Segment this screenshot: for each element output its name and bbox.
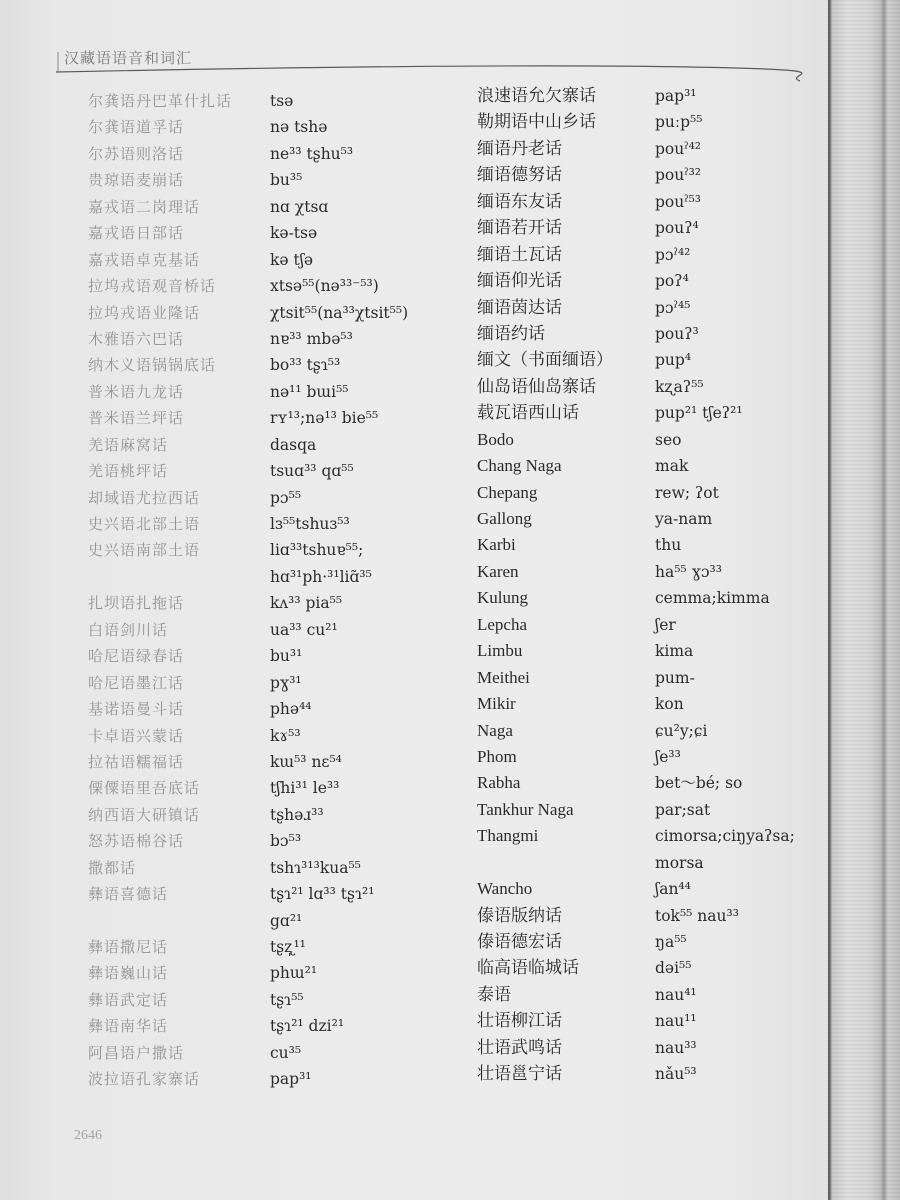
word-form: ua³³ cu²¹ [270, 620, 338, 639]
list-item [88, 405, 470, 431]
word-form: tʂɿ⁵⁵ [270, 990, 304, 1009]
list-item [88, 326, 470, 352]
word-form: ʃer [655, 615, 676, 634]
language-name: 哈尼语绿春话 [88, 647, 185, 666]
word-form: mak [655, 457, 689, 476]
language-name: 仙岛语仙岛寨话 [477, 376, 596, 396]
language-name: 临高语临城话 [477, 958, 579, 978]
word-form: lɜ⁵⁵tshuɜ⁵³ [270, 515, 350, 533]
list-item [88, 114, 470, 140]
word-form: cimorsa;ciŋyaʔsa; [655, 827, 795, 846]
word-form: thu [655, 536, 682, 555]
language-name: 缅文（书面缅语） [477, 350, 613, 370]
page-number: 2646 [74, 1128, 102, 1143]
word-form: nau⁴¹ [655, 985, 697, 1004]
language-name: Lepcha [477, 614, 528, 634]
language-name: 壮语柳江话 [477, 1011, 562, 1031]
language-name: 羌语桃坪话 [88, 462, 169, 481]
language-name: 嘉戎语二岗理话 [88, 197, 201, 216]
word-form: pouˀ⁵³ [655, 192, 702, 211]
language-name: 贵琼语麦崩话 [88, 171, 185, 190]
word-form: ha⁵⁵ ɣɔ³³ [655, 562, 722, 581]
list-item [88, 828, 470, 854]
list-item [477, 347, 827, 373]
language-name: 泰语 [477, 984, 511, 1004]
list-item [477, 691, 827, 717]
word-form: pɔ⁵⁵ [270, 488, 302, 507]
list-item [88, 220, 470, 246]
word-form: nau¹¹ [655, 1012, 697, 1031]
word-form: χtsit⁵⁵(na³³χtsit⁵⁵) [270, 303, 409, 322]
list-item [88, 670, 470, 696]
language-name: 卡卓语兴蒙话 [88, 726, 185, 745]
list-item [477, 295, 827, 321]
language-name: 彝语南华话 [88, 1017, 169, 1036]
list-item [477, 559, 827, 585]
word-form: nɐ³³ mbə⁵³ [270, 329, 353, 348]
list-item [477, 189, 827, 215]
list-item [88, 855, 470, 881]
list-item [88, 485, 470, 511]
language-name: 史兴语北部土语 [88, 515, 201, 533]
list-item [88, 379, 470, 405]
list-item [477, 903, 827, 929]
language-name: Limbu [477, 641, 523, 661]
language-name: 缅语德努话 [477, 165, 562, 185]
language-name: 缅语土瓦话 [477, 244, 562, 264]
language-name: 傣语版纳话 [477, 905, 562, 925]
language-name: 壮语邕宁话 [477, 1064, 562, 1084]
word-form: bu³¹ [270, 647, 303, 666]
word-form: poʔ⁴ [655, 272, 689, 291]
language-name: 缅语丹老话 [477, 138, 562, 158]
word-form: pap³¹ [270, 1070, 312, 1089]
language-name: Bodo [477, 429, 514, 449]
list-item [88, 643, 470, 669]
list-item [477, 506, 827, 532]
language-name: 撒都话 [88, 858, 137, 877]
language-name: 缅语若开话 [477, 218, 562, 238]
language-name: Mikir [477, 694, 516, 714]
word-form: pouˀ³² [655, 166, 702, 185]
language-name: 缅语东友话 [477, 191, 562, 211]
word-form: kon [655, 695, 684, 714]
language-name: 木雅语六巴话 [88, 329, 185, 348]
list-item [477, 427, 827, 453]
list-item [88, 881, 470, 907]
word-form: kʐaʔ⁵⁵ [655, 377, 704, 396]
list-item [477, 109, 827, 135]
list-item [88, 617, 470, 643]
word-form: puːp⁵⁵ [655, 113, 703, 132]
word-form: tʃhi³¹ le³³ [270, 779, 340, 798]
list-item [477, 532, 827, 558]
list-item [88, 987, 470, 1013]
word-form: ya-nam [655, 510, 713, 528]
list-item [477, 612, 827, 638]
word-form: phə⁴⁴ [270, 700, 312, 719]
word-form: bo³³ tʂɿ⁵³ [270, 356, 341, 375]
list-item [477, 823, 827, 849]
language-name: 普米语兰坪话 [88, 409, 185, 428]
word-form: tsuɑ³³ qɑ⁵⁵ [270, 462, 354, 481]
word-form: ŋa⁵⁵ [655, 933, 687, 951]
language-name: 基诺语曼斗话 [88, 700, 185, 719]
word-form: tsə [270, 92, 294, 110]
language-name: Karbi [477, 535, 516, 555]
word-form: nǎu⁵³ [655, 1065, 697, 1084]
language-name: 纳木义语锅锅底话 [88, 356, 217, 375]
language-name: Chepang [477, 482, 538, 502]
language-name: 拉坞戎语业隆话 [88, 303, 201, 322]
list-item [88, 194, 470, 220]
list-item [88, 1066, 470, 1092]
word-form: nau³³ [655, 1038, 697, 1057]
word-form: kə-tsə [270, 224, 318, 243]
language-name: 尔龚语道孚话 [88, 118, 185, 137]
word-form: kə tʃə [270, 250, 314, 269]
list-item [477, 480, 827, 506]
word-form: rʏ¹³;nə¹³ bie⁵⁵ [270, 409, 379, 428]
language-name: 却域语尤拉西话 [88, 488, 201, 507]
book-binding-edge [828, 0, 900, 1200]
word-form: rew; ʔot [655, 483, 719, 502]
list-item [88, 960, 470, 986]
list-item [477, 321, 827, 347]
language-name: 尔苏语则洛话 [88, 144, 185, 163]
word-form: kɤ⁵³ [270, 726, 301, 745]
word-form: tʂʐ̩¹¹ [270, 938, 306, 956]
language-name: 阿昌语户撒话 [88, 1043, 185, 1062]
list-item [88, 723, 470, 749]
language-name: Wancho [477, 879, 533, 899]
running-title: 汉藏语语音和词汇 [64, 49, 193, 67]
list-item [477, 638, 827, 664]
language-name: 嘉戎语日部话 [88, 224, 185, 243]
language-name: 纳西语大研镇话 [88, 805, 201, 824]
word-form: pap³¹ [655, 87, 697, 105]
word-form: nɑ χtsɑ [270, 197, 329, 216]
list-item [477, 744, 827, 770]
language-name: 彝语撒尼话 [88, 938, 169, 956]
list-item [477, 718, 827, 744]
list-item [88, 749, 470, 775]
word-form: ne³³ tʂhu⁵³ [270, 144, 354, 163]
list-item [477, 83, 827, 109]
language-name: 彝语喜德话 [88, 885, 169, 904]
word-form: nə tshə [270, 118, 328, 137]
language-name: 羌语麻窝话 [88, 435, 169, 454]
list-item [477, 665, 827, 691]
right-word-column [477, 83, 827, 1088]
list-item [477, 797, 827, 823]
list-item [477, 585, 827, 611]
language-name: 浪速语允欠寨话 [477, 86, 596, 105]
language-name: 拉坞戎语观音桥话 [88, 277, 217, 296]
word-form: par;sat [655, 800, 711, 819]
language-name: 怒苏语棉谷话 [88, 832, 185, 851]
language-name: 傈僳语里吾底话 [88, 779, 201, 798]
word-form: pup⁴ [655, 351, 692, 370]
list-item [88, 537, 470, 563]
list-item [477, 400, 827, 426]
word-form: tʂɿ²¹ dzi²¹ [270, 1017, 345, 1036]
word-form: pouˀ⁴² [655, 139, 702, 158]
language-name: 扎坝语扎拖话 [88, 594, 185, 613]
word-form: gɑ²¹ [270, 911, 303, 930]
language-name: Meithei [477, 667, 530, 687]
language-name: 白语剑川话 [88, 620, 169, 639]
list-item [88, 1013, 470, 1039]
word-form: liɑ³³tshuɐ⁵⁵; [270, 541, 364, 560]
language-name: 彝语巍山话 [88, 964, 169, 983]
list-item [477, 374, 827, 400]
language-name: 尔龚语丹巴革什扎话 [88, 92, 233, 110]
list-item [477, 453, 827, 479]
language-name: 普米语九龙话 [88, 382, 185, 401]
word-form: seo [655, 430, 682, 449]
word-form: pɔˀ⁴⁵ [655, 298, 691, 317]
word-form: pɣ³¹ [270, 673, 302, 692]
word-form: tʂhəɹ³³ [270, 805, 324, 824]
list-item [477, 242, 827, 268]
list-item [88, 300, 470, 326]
list-item [88, 273, 470, 299]
word-form: dasqa [270, 435, 317, 454]
language-name: 波拉语孔家寨话 [88, 1070, 201, 1089]
language-name: 哈尼语墨江话 [88, 673, 185, 692]
list-item [477, 162, 827, 188]
word-form: tshɿ³¹³kua⁵⁵ [270, 858, 361, 877]
list-item [477, 1061, 827, 1087]
word-form: nə¹¹ bɯi⁵⁵ [270, 382, 349, 401]
list-item [88, 696, 470, 722]
list-item [88, 511, 470, 537]
word-form: bet～bé; so [655, 774, 743, 793]
language-name: Karen [477, 561, 519, 581]
language-name: 勒期语中山乡话 [477, 112, 596, 132]
language-name: Kulung [477, 588, 528, 608]
language-name: 史兴语南部土语 [88, 541, 201, 560]
list-item [88, 1040, 470, 1066]
word-form: pouʔ⁴ [655, 219, 699, 238]
list-item [477, 1008, 827, 1034]
list-item [477, 268, 827, 294]
word-form: ɕu²y;ɕi [655, 721, 708, 740]
list-item [88, 775, 470, 801]
list-item [477, 982, 827, 1008]
list-item [88, 458, 470, 484]
language-name: 傣语德宏话 [477, 932, 562, 951]
list-item [477, 770, 827, 796]
language-name: 壮语武鸣话 [477, 1037, 562, 1057]
language-name: 缅语仰光话 [477, 271, 562, 291]
list-item [477, 876, 827, 902]
list-item [477, 136, 827, 162]
language-name: Naga [477, 720, 513, 740]
word-form: ʃe³³ [655, 747, 681, 766]
language-name: 拉祜语糯福话 [88, 752, 185, 771]
language-name: 载瓦语西山话 [477, 403, 579, 423]
list-item [88, 352, 470, 378]
word-form: bu³⁵ [270, 171, 303, 190]
list-item [88, 934, 470, 960]
list-item [477, 929, 827, 955]
word-form: kɯ⁵³ nɛ⁵⁴ [270, 752, 342, 771]
word-form: cu³⁵ [270, 1043, 302, 1062]
word-form: phɯ²¹ [270, 964, 318, 983]
list-item [88, 141, 470, 167]
language-name: Thangmi [477, 826, 539, 846]
word-form: pup²¹ tʃeʔ²¹ [655, 404, 743, 423]
list-item [88, 167, 470, 193]
word-form: pɔˀ⁴² [655, 245, 691, 264]
word-form: pouʔ³ [655, 324, 699, 343]
word-form: tok⁵⁵ nau³³ [655, 906, 739, 925]
language-name: Chang Naga [477, 456, 562, 476]
word-form: tʂɿ²¹ lɑ³³ tʂɿ²¹ [270, 885, 375, 904]
word-form: pum- [655, 668, 695, 687]
language-name: 缅语约话 [477, 323, 545, 343]
list-item [88, 908, 470, 934]
list-item [88, 432, 470, 458]
list-item [477, 955, 827, 981]
language-name: 嘉戎语卓克基话 [88, 250, 201, 269]
list-item [88, 590, 470, 616]
word-form: kʌ³³ pia⁵⁵ [270, 594, 343, 613]
word-form: dəi⁵⁵ [655, 959, 692, 978]
word-form: ʃan⁴⁴ [655, 880, 691, 899]
list-item [88, 564, 470, 590]
language-name: Tankhur Naga [477, 799, 574, 819]
language-name: Gallong [477, 509, 532, 528]
list-item [477, 215, 827, 241]
list-item [477, 1035, 827, 1061]
word-form: bɔ⁵³ [270, 832, 302, 851]
language-name: 缅语茵达话 [477, 297, 562, 317]
left-word-column [88, 88, 470, 1093]
list-item [88, 247, 470, 273]
word-form: morsa [655, 853, 704, 872]
language-name: Phom [477, 746, 517, 766]
word-form: cemma;kimma [655, 589, 770, 608]
word-form: kima [655, 642, 694, 661]
language-name: Rabha [477, 773, 521, 793]
word-form: xtsə⁵⁵(nə³³⁻⁵³) [270, 277, 379, 296]
language-name: 彝语武定话 [88, 990, 169, 1009]
list-item [477, 850, 827, 876]
list-item [88, 88, 470, 114]
list-item [88, 802, 470, 828]
word-form: hɑ³¹ph·³¹liɑ̃³⁵ [270, 567, 372, 586]
